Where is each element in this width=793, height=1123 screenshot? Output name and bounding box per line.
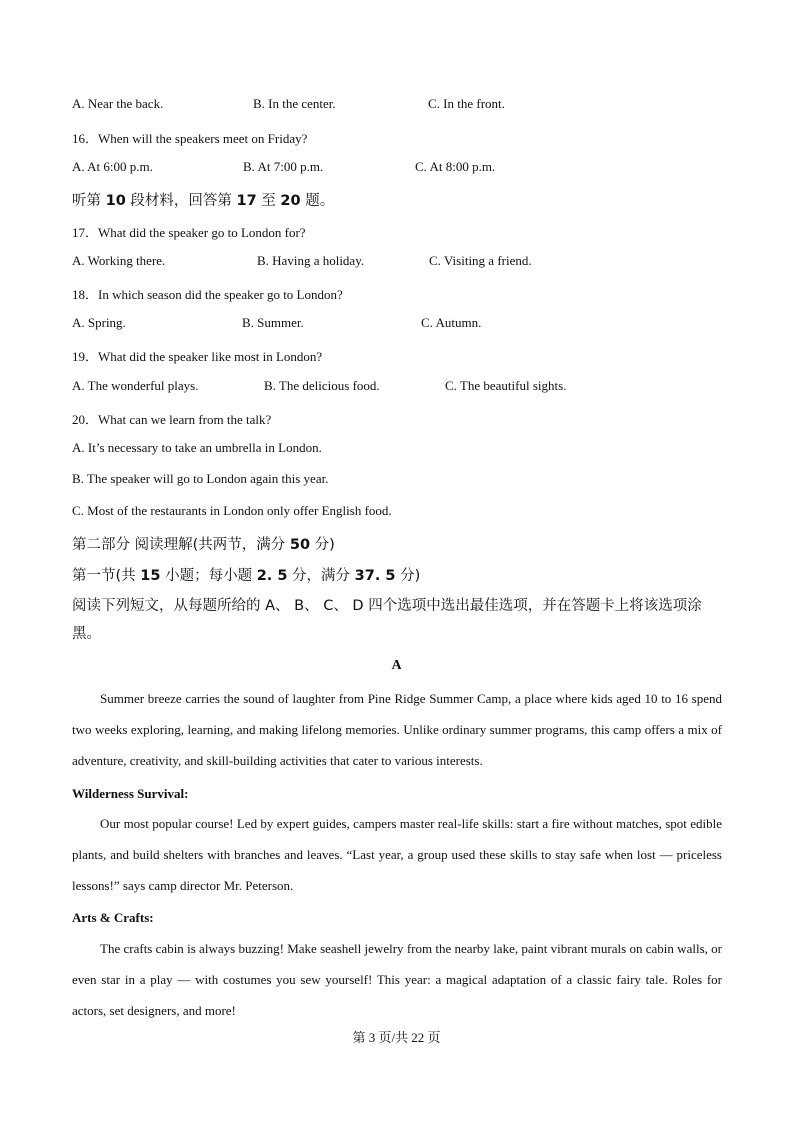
section10-mid1: 段材料，回答第 bbox=[125, 193, 237, 209]
q16-option-b: B. At 7:00 p.m. bbox=[243, 159, 324, 174]
q17-options bbox=[0, 253, 793, 273]
q18-option-c: C. Autumn. bbox=[421, 315, 482, 330]
sec1-pre: 第一节(共 bbox=[72, 568, 141, 584]
q15-option-a: A. Near the back. bbox=[72, 96, 164, 111]
q18-question: 18．In which season did the speaker go to London? bbox=[72, 287, 343, 302]
section10-num2: 17 bbox=[236, 193, 257, 209]
q15-option-b: B. In the center. bbox=[253, 96, 336, 111]
section10-num1: 10 bbox=[105, 193, 126, 209]
q20-option-c: C. Most of the restaurants in London only offer English food. bbox=[72, 503, 392, 518]
q20-option-b: B. The speaker will go to London again this year. bbox=[72, 471, 329, 486]
section10-mid2: 至 bbox=[256, 193, 281, 209]
section10-pre: 听第 bbox=[72, 193, 106, 209]
section10-post: 题。 bbox=[300, 193, 335, 209]
q17-question: 17．What did the speaker go to London for? bbox=[72, 225, 306, 240]
q16-option-c: C. At 8:00 p.m. bbox=[415, 159, 496, 174]
q16-options bbox=[0, 159, 793, 179]
q15-option-c: C. In the front. bbox=[428, 96, 505, 111]
part2-num: 50 bbox=[289, 537, 311, 553]
section1-heading bbox=[72, 564, 420, 585]
part2-pre: 第二部分 阅读理解(共两节，满分 bbox=[72, 537, 290, 553]
q17-option-c: C. Visiting a friend. bbox=[429, 253, 532, 268]
section10-instruction bbox=[72, 189, 334, 210]
q18-options bbox=[0, 315, 793, 335]
reading-instruction: 阅读下列短文，从每题所给的 A、 B、 C、 D 四个选项中选出最佳选项，并在答题卡上将该选项涂黑。 bbox=[72, 598, 702, 642]
sec1-mid1: 小题；每小题 bbox=[160, 568, 257, 584]
q20-option-a: A. It’s necessary to take an umbrella in London. bbox=[72, 440, 322, 455]
section10-num3: 20 bbox=[280, 193, 301, 209]
q16-question: 16．When will the speakers meet on Friday? bbox=[72, 131, 308, 146]
q17-option-b: B. Having a holiday. bbox=[257, 253, 365, 268]
q19-option-c: C. The beautiful sights. bbox=[445, 378, 567, 393]
part2-post: 分) bbox=[310, 537, 335, 553]
sec1-num3: 37. 5 bbox=[354, 568, 396, 584]
q16-option-a: A. At 6:00 p.m. bbox=[72, 159, 153, 174]
sec1-post: 分) bbox=[395, 568, 421, 584]
paragraph-arts-crafts: The crafts cabin is always buzzing! Make seashell jewelry from the nearby lake, paint vibrant murals on cabin walls, or even star in a play — with costumes you sew yourself! This year: a magical adaptation of a classic fairy tale. Roles for actors, set designers, and more! bbox=[72, 941, 722, 1019]
sec1-mid2: 分，满分 bbox=[287, 568, 355, 584]
paragraph-wilderness-survival: Our most popular course! Led by expert guides, campers master real-life skills: start a fire without matches, spot edible plants, and build shelters with branches and leaves. “Last year, a group used these skills to stay safe when lost — priceless lessons!” says camp director Mr. Peterson. bbox=[72, 816, 722, 894]
q20-question: 20．What can we learn from the talk? bbox=[72, 412, 272, 427]
sec1-num1: 15 bbox=[140, 568, 161, 584]
part2-heading bbox=[72, 533, 335, 554]
q19-option-a: A. The wonderful plays. bbox=[72, 378, 199, 393]
sec1-num2: 2. 5 bbox=[256, 568, 288, 584]
q15-options bbox=[0, 96, 793, 116]
q19-question: 19．What did the speaker like most in London? bbox=[72, 349, 323, 364]
q18-option-a: A. Spring. bbox=[72, 315, 126, 330]
q19-option-b: B. The delicious food. bbox=[264, 378, 380, 393]
heading-arts-crafts: Arts & Crafts: bbox=[72, 910, 154, 925]
heading-wilderness-survival: Wilderness Survival: bbox=[72, 786, 189, 801]
passage-intro: Summer breeze carries the sound of laughter from Pine Ridge Summer Camp, a place where kids aged 10 to 16 spend two weeks exploring, learning, and making lifelong memories. Unlike ordinary summer programs, this camp offers a mix of adventure, creativity, and skill-building activities that cater to various interests. bbox=[72, 691, 722, 769]
page-footer: 第 3 页/共 22 页 bbox=[352, 1030, 441, 1045]
passage-letter: A bbox=[391, 658, 402, 673]
q18-option-b: B. Summer. bbox=[242, 315, 304, 330]
q17-option-a: A. Working there. bbox=[72, 253, 166, 268]
q19-options bbox=[0, 378, 793, 398]
